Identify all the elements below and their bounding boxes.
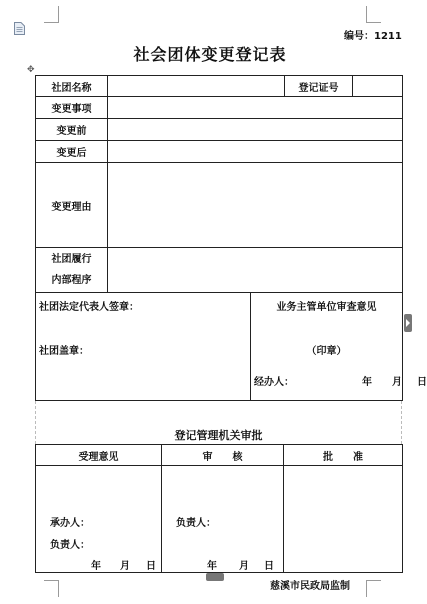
- org-name-label: 社团名称: [36, 76, 108, 97]
- reason-label: 变更理由: [36, 163, 108, 248]
- document-icon[interactable]: [14, 22, 25, 35]
- date-day-label: 日: [417, 377, 427, 388]
- review-month-label: 月: [239, 561, 249, 572]
- accept-month-label: 月: [120, 561, 130, 572]
- column-header-review: 审 核: [162, 445, 284, 466]
- procedure-field[interactable]: [108, 248, 403, 293]
- reason-field[interactable]: [108, 163, 403, 248]
- before-label: 变更前: [36, 119, 108, 141]
- table-row: [36, 466, 403, 573]
- change-item-field[interactable]: [108, 97, 403, 119]
- accept-opinion-cell[interactable]: [36, 466, 162, 573]
- undertaker-label: 承办人：: [50, 518, 90, 529]
- crop-mark-bottom-right: [366, 580, 381, 597]
- after-label: 变更后: [36, 141, 108, 163]
- table-row: [36, 141, 403, 163]
- procedure-label-line-1: 社团履行: [51, 254, 92, 265]
- issuer-footer: 慈溪市民政局监制: [270, 581, 350, 592]
- handler-label: 经办人：: [254, 377, 294, 388]
- legal-rep-sign-label: 社团法定代表人签章：: [39, 302, 139, 313]
- review-cell[interactable]: [162, 466, 284, 573]
- reg-cert-label: 登记证号: [285, 76, 353, 97]
- change-form-table: [35, 75, 427, 401]
- page-bottom-tab[interactable]: [206, 573, 224, 581]
- accept-responsible-label: 负责人：: [50, 540, 90, 551]
- review-responsible-label: 负责人：: [176, 518, 216, 529]
- after-field[interactable]: [108, 141, 403, 163]
- review-day-label: 日: [264, 561, 274, 572]
- accept-day-label: 日: [146, 561, 156, 572]
- crop-mark-top-right: [366, 6, 381, 23]
- column-header-approve: 批 准: [284, 445, 403, 466]
- reg-cert-field[interactable]: [353, 76, 403, 97]
- form-title: 社会团体变更登记表: [133, 45, 287, 64]
- move-handle-icon[interactable]: ✥: [27, 65, 35, 75]
- serial-number: 编号：1211: [344, 31, 402, 42]
- accept-year-label: 年: [91, 561, 101, 572]
- supervisor-cell[interactable]: [251, 293, 427, 401]
- page-side-tab[interactable]: [404, 314, 412, 332]
- approval-title: 登记管理机关审批: [174, 429, 263, 442]
- org-name-field[interactable]: [108, 76, 285, 97]
- procedure-label-line-2: 内部程序: [51, 275, 92, 286]
- table-row: [36, 163, 403, 248]
- crop-mark-top-left: [44, 6, 59, 23]
- change-item-label: 变更事项: [36, 97, 108, 119]
- table-row: [36, 445, 403, 466]
- approval-table: [35, 444, 403, 573]
- table-row: [36, 119, 403, 141]
- org-seal-label: 社团盖章：: [39, 346, 89, 357]
- date-month-label: 月: [392, 377, 402, 388]
- crop-mark-bottom-left: [44, 580, 59, 597]
- review-year-label: 年: [207, 561, 217, 572]
- supervisor-opinion-label: 业务主管单位审查意见: [276, 302, 377, 313]
- column-header-accept: 受理意见: [36, 445, 162, 466]
- date-year-label: 年: [362, 377, 372, 388]
- table-row: [36, 97, 403, 119]
- seal-mark: （印章）: [306, 346, 347, 357]
- signature-cell[interactable]: [36, 293, 251, 401]
- before-field[interactable]: [108, 119, 403, 141]
- table-row: [36, 293, 403, 401]
- procedure-label: [36, 248, 108, 293]
- approve-cell[interactable]: [284, 466, 403, 573]
- table-row: [36, 248, 403, 293]
- table-row: [36, 76, 403, 97]
